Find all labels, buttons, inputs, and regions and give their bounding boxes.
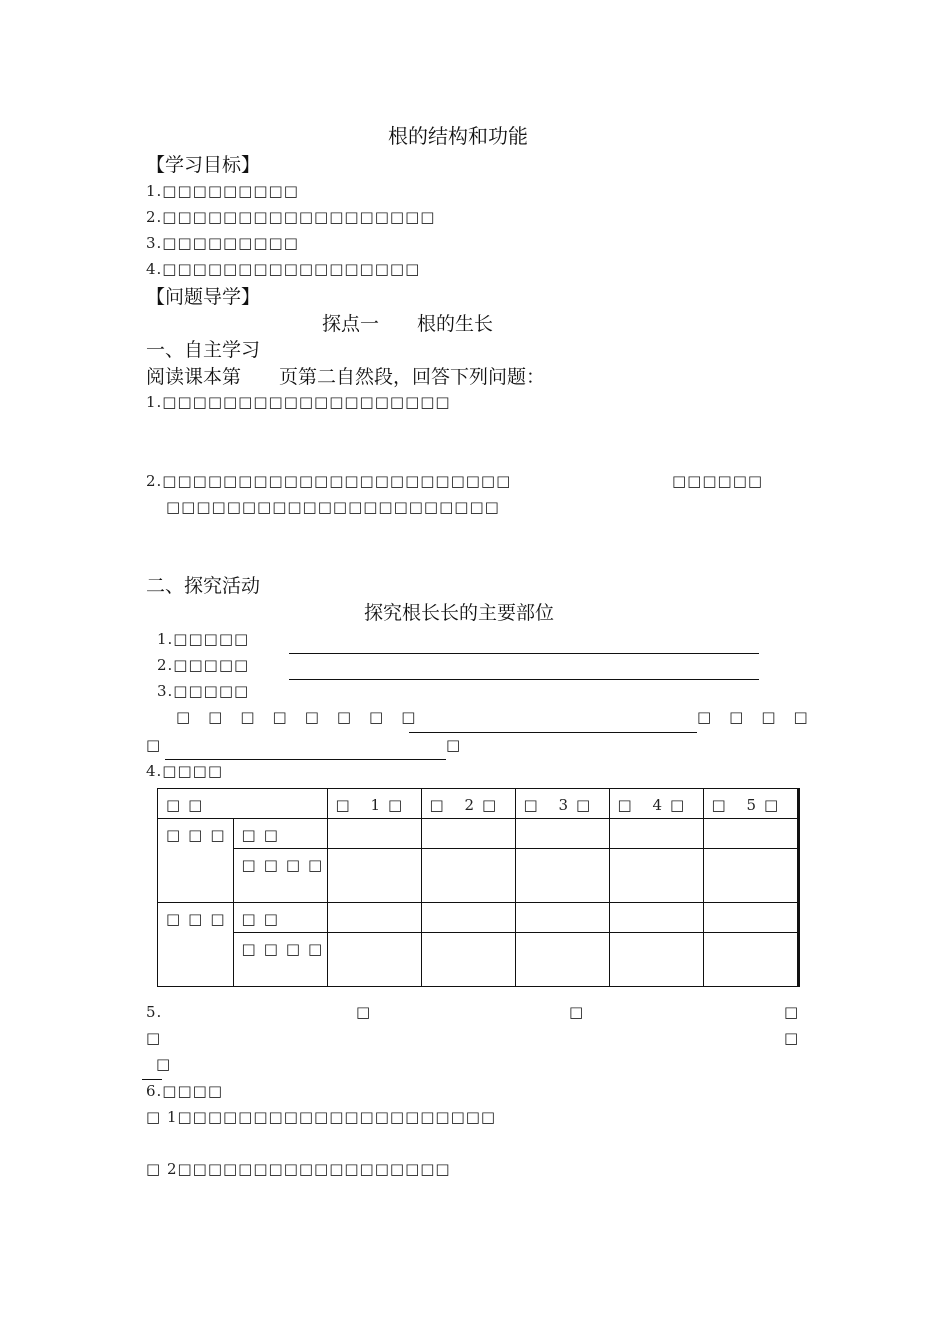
short-underline (142, 1079, 162, 1080)
hypothesis-text-left: □□□□□□□□ (176, 708, 434, 726)
question-1: 1.□□□□□□□□□□□□□□□□□□□ (146, 393, 451, 411)
table-sub-label: □□□□ (233, 933, 327, 987)
answer-line-2[interactable] (289, 679, 759, 680)
step-6: 6.□□□□ (146, 1082, 224, 1100)
step-2: 2.□□□□□ (157, 656, 250, 674)
page-title: 根的结构和功能 (388, 124, 528, 148)
table-cell[interactable] (515, 933, 609, 987)
step-5-mark: □ (784, 1029, 800, 1047)
discussion-2: □ 2□□□□□□□□□□□□□□□□□□ (146, 1160, 451, 1178)
goal-item-4: 4.□□□□□□□□□□□□□□□□□ (146, 260, 421, 278)
record-table (157, 788, 800, 987)
table-cell[interactable] (421, 849, 515, 903)
table-sub-label: □□ (233, 903, 327, 933)
table-cell[interactable] (609, 849, 703, 903)
goal-item-2: 2.□□□□□□□□□□□□□□□□□□ (146, 208, 436, 226)
table-group-label: □□□ (158, 903, 234, 987)
step-5: 5. (146, 1003, 163, 1021)
table-cell[interactable] (703, 819, 798, 849)
table-cell[interactable] (609, 933, 703, 987)
table-cell[interactable] (421, 819, 515, 849)
table-cell[interactable] (515, 903, 609, 933)
step-5-mark: □ (356, 1003, 372, 1021)
table-header-cell: □ 5□ (703, 789, 798, 819)
discussion-1: □ 1□□□□□□□□□□□□□□□□□□□□□ (146, 1108, 497, 1126)
goal-item-1: 1.□□□□□□□□□ (146, 182, 299, 200)
table-cell[interactable] (515, 819, 609, 849)
table-cell[interactable] (421, 903, 515, 933)
table-cell[interactable] (327, 819, 421, 849)
table-header-cell: □ 4□ (609, 789, 703, 819)
answer-line-hypothesis[interactable] (409, 732, 697, 733)
step-4: 4.□□□□ (146, 762, 224, 780)
question-2-left: 2.□□□□□□□□□□□□□□□□□□□□□□□ (146, 472, 512, 490)
table-cell[interactable] (327, 903, 421, 933)
table-group-label: □□□ (158, 819, 234, 903)
goals-heading: 【学习目标】 (146, 154, 261, 176)
table-cell[interactable] (703, 903, 798, 933)
table-cell[interactable] (703, 933, 798, 987)
table-cell[interactable] (609, 819, 703, 849)
hypothesis-cont-left: □ (146, 736, 162, 754)
guide-heading: 【问题导学】 (146, 286, 261, 308)
step-1: 1.□□□□□ (157, 630, 250, 648)
step-3: 3.□□□□□ (157, 682, 250, 700)
table-header-cell: □□ (158, 789, 328, 819)
table-cell[interactable] (703, 849, 798, 903)
table-cell[interactable] (609, 903, 703, 933)
activity-title: 探究根长长的主要部位 (364, 602, 555, 624)
explore-title: 探点一 根的生长 (322, 313, 494, 335)
answer-line-1[interactable] (289, 653, 759, 654)
question-2-right: □□□□□□ (672, 472, 764, 490)
section2-heading: 二、探究活动 (146, 575, 261, 597)
table-header-cell: □ 1□ (327, 789, 421, 819)
step-5-mark: □ (156, 1055, 172, 1073)
table-cell[interactable] (421, 933, 515, 987)
step-5-mark: □ (784, 1003, 800, 1021)
table-sub-label: □□ (233, 819, 327, 849)
reading-instruction: 阅读课本第 页第二自然段，回答下列问题： (146, 366, 546, 388)
table-header-cell: □ 3□ (515, 789, 609, 819)
question-2-continued: □□□□□□□□□□□□□□□□□□□□□□ (166, 498, 500, 516)
step-5-mark: □ (569, 1003, 585, 1021)
hypothesis-cont-right: □ (446, 736, 462, 754)
table-sub-label: □□□□ (233, 849, 327, 903)
table-cell[interactable] (515, 849, 609, 903)
table-cell[interactable] (327, 849, 421, 903)
goal-item-3: 3.□□□□□□□□□ (146, 234, 299, 252)
step-5-mark: □ (146, 1029, 162, 1047)
table-header-cell: □ 2□ (421, 789, 515, 819)
hypothesis-text-right: □□□□ (697, 708, 826, 726)
answer-line-hypothesis-2[interactable] (165, 759, 446, 760)
table-cell[interactable] (327, 933, 421, 987)
section1-heading: 一、自主学习 (146, 339, 261, 361)
